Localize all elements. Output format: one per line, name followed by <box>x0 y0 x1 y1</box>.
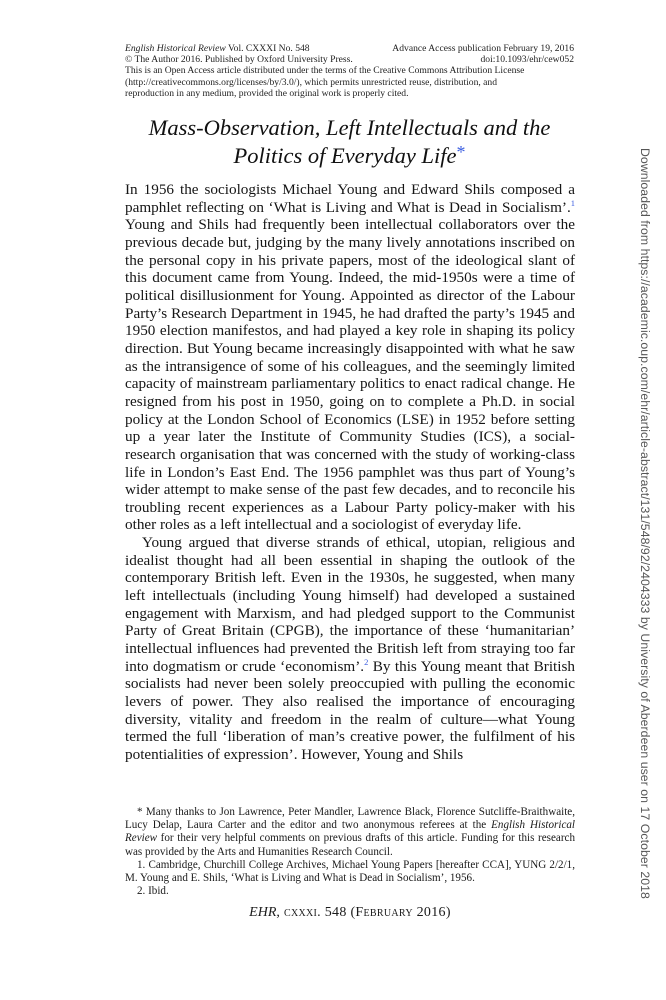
journal-volume: English Historical Review Vol. CXXXI No. 548 <box>125 43 310 54</box>
title-line-1: Mass-Observation, Left Intellectuals and the <box>148 115 551 140</box>
article-body <box>125 181 575 764</box>
paragraph-2: Young argued that diverse strands of ethical, utopian, religious and idealist thought had all been essential in shaping the outlook of the contemporary British left. Even in the 1930s, he suggested, when many left intellectuals (including Young himself) had developed a sustained engagement with Marxism, and had pledged support to the Communist Party of Great Britain (CPGB), the importance of these ‘humanitarian’ intellectual influences had prevented the British left from straying too far into dogmatism or crude ‘economism’.$^2$ By this Young meant that British socialists had never been solely preoccupied with pulling the economic levers of power. They also realised the importance of encouraging diversity, vitality and freedom in the realm of culture—what Young termed the full ‘liberation of man’s creative power, the fulfilment of his potentialities of expression’. However, Young and Shils <box>125 534 575 763</box>
header-row-1 <box>125 43 574 54</box>
footnote-star: * Many thanks to Jon Lawrence, Peter Mandler, Lawrence Black, Florence Sutcliffe-Braithwaite, Lucy Delap, Laura Carter and the editor and two anonymous referees at the English Historical Review for their very helpful comments on previous drafts of this article. Funding for this research was provided by the Arts and Humanities Research Council. <box>125 806 575 858</box>
doi[interactable]: doi:10.1093/ehr/cew052 <box>480 54 574 66</box>
copyright: © The Author 2016. Published by Oxford University Press. <box>125 54 353 66</box>
journal-header <box>125 43 574 99</box>
title-footnote-link[interactable]: * <box>456 142 466 162</box>
footnote-ref-1[interactable]: 1 <box>570 197 575 208</box>
advance-access: Advance Access publication February 19, 2016 <box>392 43 574 54</box>
footer-journal: EHR <box>249 905 277 920</box>
footnotes <box>125 806 575 898</box>
license-line-1: This is an Open Access article distributed under the terms of the Creative Commons Attribution License <box>125 65 525 77</box>
title-line-2: Politics of Everyday Life* <box>233 142 466 168</box>
footer-citation: , cxxxi. 548 (February 2016) <box>276 905 451 920</box>
footnote-ref-2[interactable]: 2 <box>364 656 369 667</box>
paragraph-1: In 1956 the sociologists Michael Young and Edward Shils composed a pamphlet reflecting on ‘What is Living and What is Dead in Socialism’.$^1$ Young and Shils had frequently been intellectual collaborators over the previous decade but, judging by the many lively annotations inscribed on the personal copy in his private papers, most of the ideological slant of this document came from Young. Indeed, the mid-1950s were a time of political disillusionment for Young. Appointed as director of the Labour Party’s Research Department in 1945, he had drafted the party’s 1945 and 1950 election manifestos, and had played a key role in shaping its policy direction. But Young became increasingly disappointed with what he saw as the intransigence of some of his colleagues, and the seemingly limited capacity of mainstream parliamentary politics to enact radical change. He resigned from his post in 1950, going on to complete a Ph.D. in social policy at the London School of Economics (LSE) in 1952 before setting up a year later the Institute of Community Studies (ICS), a social-research organisation that was concerned with the study of working-class life in London’s East End. The 1956 pamphlet was thus part of Young’s wider attempt to make sense of the past few decades, and to reconcile his troubling recent experiences as a Labour Party policy-maker with his other roles as a left intellectual and a sociologist of everyday life. <box>125 181 575 534</box>
download-watermark <box>634 148 654 948</box>
page-footer <box>125 905 575 921</box>
article-title <box>125 116 574 168</box>
footnote-1: 1. Cambridge, Churchill College Archives, Michael Young Papers [hereafter CCA], YUNG 2/2/1, M. Young and E. Shils, ‘What is Living and What is Dead in Socialism’, 1956. <box>125 858 575 885</box>
download-note: Downloaded from https://academic.oup.com/ehr/article-abstract/131/548/92/2404333 by University of Aberdeen user on 17 October 2018 <box>638 148 652 899</box>
license-line-3: reproduction in any medium, provided the original work is properly cited. <box>125 87 409 99</box>
footnote-2: 2. Ibid. <box>137 885 169 898</box>
journal-name: English Historical Review <box>125 43 226 54</box>
header-row-2 <box>125 54 574 65</box>
license-line-2[interactable]: (http://creativecommons.org/licenses/by/3.0/), which permits unrestricted reuse, distribution, and <box>125 76 498 88</box>
